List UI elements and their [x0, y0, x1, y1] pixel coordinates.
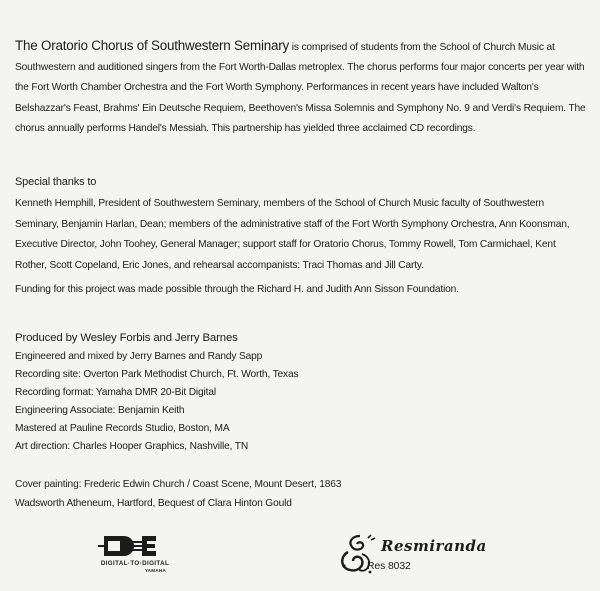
digital-to-digital-mark-icon [98, 534, 170, 558]
credit-line: Engineering Associate: Benjamin Keith [15, 405, 185, 416]
credit-line: Engineered and mixed by Jerry Barnes and Randy Sapp [15, 351, 263, 362]
credit-line: Recording format: Yamaha DMR 20-Bit Digital [15, 387, 216, 398]
special-thanks-paragraph: Kenneth Hemphill, President of Southwestern Seminary, members of the School of Church Music faculty of Southwestern Seminary, Benjamin Harlan, Dean; members of the administrative staff of the Fort Worth Symphony Orchestra, Ann Koonsman, Executive Director, John Toohey, General Manager; support staff for Oratorio Chorus, Tommy Rowell, Tom Carmichael, Kent Rother, Scott Copeland, Eric Jones, and rehearsal accompanists: Traci Thomas and Jill Carty. [15, 198, 570, 271]
catalog-number: Res 8032 [367, 561, 411, 572]
intro-body: is comprised of students from the School of Church Music at Southwestern and auditioned singers from the Fort Worth-Dallas metroplex. The chorus performs four major concerts per year with the Fort Worth Chamber Orchestra and the Fort Worth Symphony. Performances in recent years have included Walton's Belshazzar's Feast, Brahms' Ein Deutsche Requiem, Beethoven's Missa Solemnis and Symphony No. 9 and Verdi's Requiem. The chorus annually performs Handel's Messiah. This partnership has yielded three acclaimed CD recordings. [15, 42, 586, 134]
credit-line: Mastered at Pauline Records Studio, Boston, MA [15, 423, 230, 434]
cover-line: Wadsworth Atheneum, Hartford, Bequest of Clara Hinton Gould [15, 497, 292, 509]
production-credits [15, 328, 590, 456]
digital-to-digital-logo [90, 534, 180, 573]
cover-credits [15, 476, 590, 513]
special-thanks-heading: Special thanks to [15, 176, 97, 188]
intro-paragraph [15, 36, 590, 139]
cover-line: Cover painting: Frederic Edwin Church / Coast Scene, Mount Desert, 1863 [15, 479, 342, 490]
digital-to-digital-text: DIGITAL·TO·DIGITAL [100, 560, 170, 567]
resmiranda-logo [338, 532, 518, 580]
producer-credit: Produced by Wesley Forbis and Jerry Barnes [15, 332, 238, 344]
resmiranda-wordmark: Resmiranda [381, 537, 487, 555]
chorus-title: The Oratorio Chorus of Southwestern Seminary [15, 38, 290, 53]
yamaha-text: YAMAHA [144, 568, 166, 573]
credit-line: Art direction: Charles Hooper Graphics, Nashville, TN [15, 441, 249, 452]
funding-statement: Funding for this project was made possible through the Richard H. and Judith Ann Sisson Foundation. [15, 284, 459, 295]
credit-line: Recording site: Overton Park Methodist Church, Ft. Worth, Texas [15, 369, 299, 380]
